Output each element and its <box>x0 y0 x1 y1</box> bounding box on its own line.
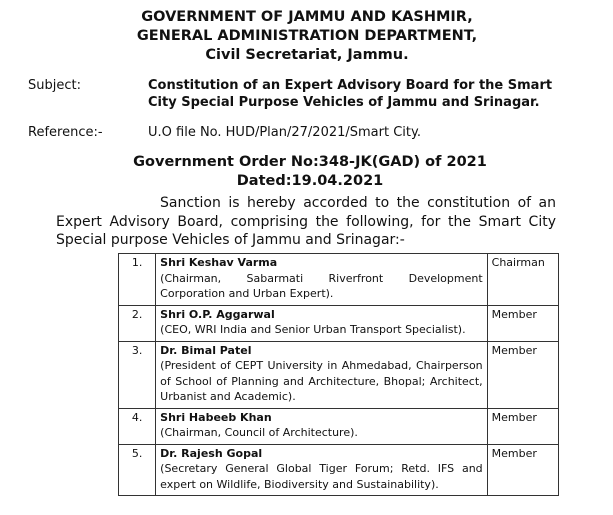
member-number: 1. <box>119 254 156 306</box>
reference-text: U.O file No. HUD/Plan/27/2021/Smart City. <box>148 125 421 140</box>
member-name: Dr. Rajesh Gopal <box>160 446 263 460</box>
order-date: Dated:19.04.2021 <box>236 173 384 189</box>
member-name: Dr. Bimal Patel <box>160 343 252 357</box>
member-name: Shri O.P. Aggarwal <box>160 307 275 321</box>
header-department: GENERAL ADMINISTRATION DEPARTMENT, <box>136 28 478 44</box>
header-secretariat: Civil Secretariat, Jammu. <box>205 47 409 63</box>
member-description: (President of CEPT University in Ahmedabad, Chairperson of School of Planning and Architecture, Bhopal; Architect, Urbanist and Academic). <box>160 359 483 403</box>
member-name: Shri Habeeb Khan <box>160 410 272 424</box>
member-role: Chairman <box>487 254 558 306</box>
member-details <box>156 305 488 341</box>
sanction-text: Sanction is hereby accorded to the constitution of an Expert Advisory Board, comprising the following, for the Smart City Special purpose Vehicles of Jammu and Srinagar:- <box>56 195 556 248</box>
member-number: 3. <box>119 341 156 408</box>
member-description: (Chairman, Sabarmati Riverfront Development Corporation and Urban Expert). <box>160 271 483 300</box>
member-number: 2. <box>119 305 156 341</box>
member-description: (Secretary General Global Tiger Forum; Retd. IFS and expert on Wildlife, Biodiversity and Sustainability). <box>160 462 483 491</box>
subject-text: Constitution of an Expert Advisory Board for the Smart City Special Purpose Vehicles of Jammu and Srinagar. <box>148 78 553 110</box>
member-details <box>156 408 488 444</box>
order-number: Government Order No:348-JK(GAD) of 2021 <box>133 154 487 170</box>
member-role: Member <box>487 444 558 496</box>
table-row <box>119 341 559 408</box>
table-row <box>119 305 559 341</box>
table-row <box>119 408 559 444</box>
member-details <box>156 341 488 408</box>
table-row <box>119 254 559 306</box>
sanction-paragraph <box>56 194 556 250</box>
member-role: Member <box>487 341 558 408</box>
member-details <box>156 254 488 306</box>
member-description: (Chairman, Council of Architecture). <box>160 426 358 439</box>
header-government: GOVERNMENT OF JAMMU AND KASHMIR, <box>141 9 473 25</box>
member-name: Shri Keshav Varma <box>160 256 278 269</box>
member-role: Member <box>487 408 558 444</box>
subject-label: Subject: <box>28 78 81 93</box>
member-number: 5. <box>119 444 156 496</box>
table-row <box>119 444 559 496</box>
member-details <box>156 444 488 496</box>
reference-label: Reference:- <box>28 125 103 140</box>
member-role: Member <box>487 305 558 341</box>
advisory-board-table <box>118 253 559 496</box>
member-number: 4. <box>119 408 156 444</box>
member-description: (CEO, WRI India and Senior Urban Transport Specialist). <box>160 323 466 336</box>
